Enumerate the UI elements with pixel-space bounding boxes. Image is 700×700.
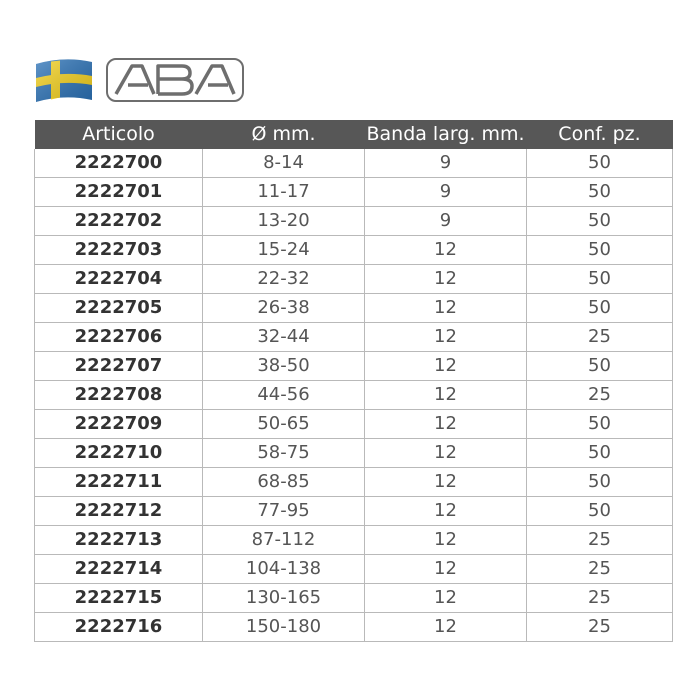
cell-diameter: 8-14 [203,149,365,178]
cell-band-width: 12 [365,294,527,323]
column-header-articolo: Articolo [35,120,203,149]
column-header-band-width: Banda larg. mm. [365,120,527,149]
cell-band-width: 12 [365,381,527,410]
cell-band-width: 12 [365,323,527,352]
table-row [35,381,673,410]
cell-diameter: 44-56 [203,381,365,410]
cell-band-width: 12 [365,555,527,584]
column-header-diameter: Ø mm. [203,120,365,149]
cell-articolo: 2222702 [35,207,203,236]
cell-diameter: 77-95 [203,497,365,526]
cell-diameter: 38-50 [203,352,365,381]
table-row [35,265,673,294]
cell-pack-qty: 50 [527,497,673,526]
table-row [35,149,673,178]
cell-diameter: 87-112 [203,526,365,555]
sweden-flag-icon [34,58,94,104]
cell-diameter: 104-138 [203,555,365,584]
table-row [35,178,673,207]
cell-articolo: 2222716 [35,613,203,642]
cell-pack-qty: 25 [527,526,673,555]
column-header-pack-qty: Conf. pz. [527,120,673,149]
product-spec-table [34,120,673,642]
cell-band-width: 12 [365,526,527,555]
cell-pack-qty: 25 [527,613,673,642]
cell-band-width: 12 [365,352,527,381]
cell-diameter: 13-20 [203,207,365,236]
cell-diameter: 15-24 [203,236,365,265]
cell-articolo: 2222713 [35,526,203,555]
cell-articolo: 2222705 [35,294,203,323]
table-row [35,584,673,613]
cell-pack-qty: 25 [527,584,673,613]
cell-diameter: 32-44 [203,323,365,352]
cell-pack-qty: 50 [527,352,673,381]
table-row [35,323,673,352]
table-header-row [35,120,673,149]
cell-pack-qty: 50 [527,207,673,236]
cell-band-width: 12 [365,265,527,294]
cell-articolo: 2222711 [35,468,203,497]
cell-articolo: 2222710 [35,439,203,468]
cell-articolo: 2222706 [35,323,203,352]
svg-text:ABA: ABA [106,58,109,59]
table-row [35,236,673,265]
cell-band-width: 12 [365,468,527,497]
table-row [35,555,673,584]
cell-articolo: 2222701 [35,178,203,207]
cell-band-width: 9 [365,207,527,236]
aba-logo [106,58,244,102]
cell-pack-qty: 50 [527,178,673,207]
cell-band-width: 12 [365,613,527,642]
cell-articolo: 2222709 [35,410,203,439]
cell-diameter: 150-180 [203,613,365,642]
table-row [35,352,673,381]
cell-diameter: 130-165 [203,584,365,613]
cell-pack-qty: 50 [527,149,673,178]
cell-pack-qty: 50 [527,236,673,265]
cell-pack-qty: 50 [527,410,673,439]
table-row [35,526,673,555]
table-row [35,207,673,236]
cell-articolo: 2222714 [35,555,203,584]
cell-diameter: 58-75 [203,439,365,468]
table-row [35,439,673,468]
cell-articolo: 2222707 [35,352,203,381]
cell-band-width: 12 [365,584,527,613]
cell-pack-qty: 50 [527,294,673,323]
cell-pack-qty: 50 [527,439,673,468]
cell-pack-qty: 25 [527,323,673,352]
table-row [35,294,673,323]
table-row [35,410,673,439]
cell-band-width: 9 [365,178,527,207]
cell-pack-qty: 25 [527,381,673,410]
cell-diameter: 26-38 [203,294,365,323]
cell-diameter: 22-32 [203,265,365,294]
cell-diameter: 11-17 [203,178,365,207]
cell-articolo: 2222700 [35,149,203,178]
cell-band-width: 12 [365,410,527,439]
cell-band-width: 12 [365,439,527,468]
cell-diameter: 50-65 [203,410,365,439]
table-row [35,468,673,497]
cell-band-width: 12 [365,236,527,265]
cell-articolo: 2222708 [35,381,203,410]
cell-articolo: 2222715 [35,584,203,613]
cell-band-width: 9 [365,149,527,178]
cell-pack-qty: 50 [527,265,673,294]
cell-articolo: 2222712 [35,497,203,526]
table-row [35,613,673,642]
cell-diameter: 68-85 [203,468,365,497]
cell-pack-qty: 25 [527,555,673,584]
table-row [35,497,673,526]
cell-pack-qty: 50 [527,468,673,497]
cell-articolo: 2222703 [35,236,203,265]
cell-band-width: 12 [365,497,527,526]
cell-articolo: 2222704 [35,265,203,294]
